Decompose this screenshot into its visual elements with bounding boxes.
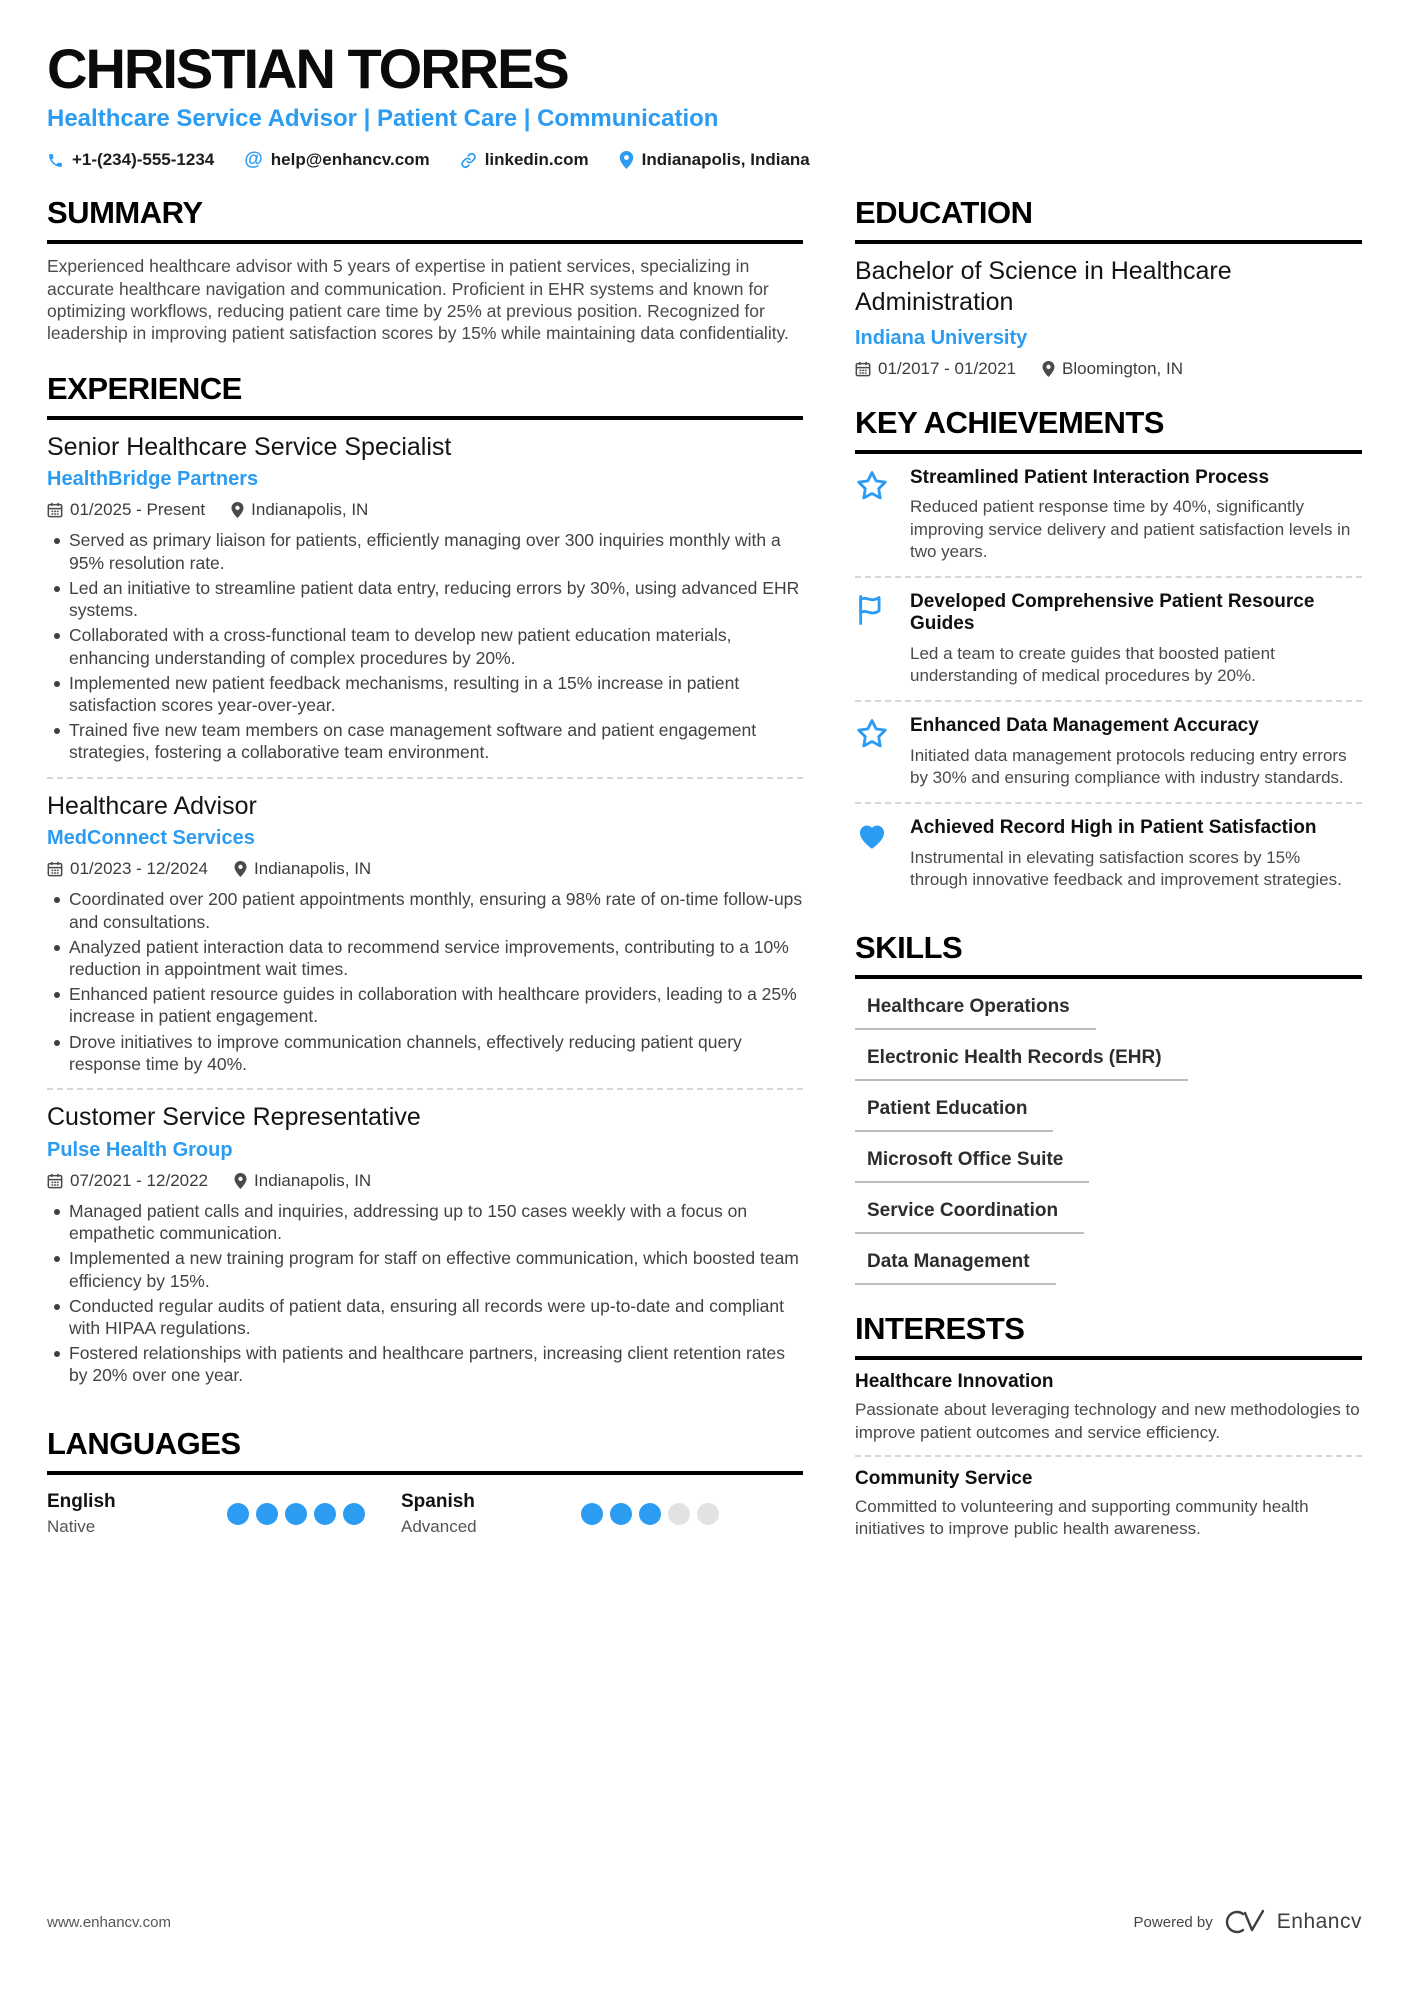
summary-text: Experienced healthcare advisor with 5 years of expertise in patient services, specializing in accurate healthcare navigation and communication. Proficient in EHR systems and known for optimizing workflows, reducing patient care time by 25% at previous position. Recognized for leadership in improving patient satisfaction scores by 15% while maintaining data confidentiality. [47,256,789,344]
star-icon [855,467,895,563]
interest-item [855,1457,1362,1551]
experience-heading: EXPERIENCE [47,371,803,420]
experience-section [47,371,803,1400]
job-bullet: Collaborated with a cross-functional team to develop new patient education materials, enhancing understanding of complex procedures by 20%. [47,624,803,668]
location-icon [619,151,634,169]
link-icon [460,152,477,169]
rating-dot-empty [668,1503,690,1525]
rating-dot-filled [227,1503,249,1525]
languages-heading: LANGUAGES [47,1426,803,1475]
achievement-desc: Instrumental in elevating satisfaction scores by 15% through innovative feedback and improvement strategies. [910,848,1342,890]
powered-by-label: Powered by [1133,1913,1213,1931]
job-title: Senior Healthcare Service Specialist [47,432,452,461]
site-link[interactable]: www.enhancv.com [47,1913,171,1931]
job-location-text: Indianapolis, IN [254,859,372,879]
interests-heading: INTERESTS [855,1311,1362,1360]
achievements-heading: KEY ACHIEVEMENTS [855,405,1362,454]
job-entry [47,420,803,777]
interest-desc: Committed to volunteering and supporting community health initiatives to improve public health awareness. [855,1496,1309,1538]
job-bullet: Led an initiative to streamline patient data entry, reducing errors by 30%, using advanced EHR systems. [47,577,803,621]
skill-item: Service Coordination [855,1200,1084,1234]
skills-section [855,930,1362,1285]
degree-title: Bachelor of Science in Healthcare Administration [855,257,1232,317]
interest-title: Healthcare Innovation [855,1371,1054,1393]
phone-text: +1-(234)-555-1234 [72,150,215,170]
interest-desc: Passionate about leveraging technology and new methodologies to improve patient outcomes and service efficiency. [855,1400,1360,1442]
skills-heading: SKILLS [855,930,1362,979]
job-company: MedConnect Services [47,827,255,850]
achievement-title: Developed Comprehensive Patient Resource Guides [910,590,1315,635]
language-rating-dots [581,1503,719,1525]
job-meta [47,859,803,879]
job-location [231,500,368,520]
achievement-item [855,804,1362,904]
job-company: Pulse Health Group [47,1138,233,1161]
brand-name: Enhancv [1276,1910,1362,1933]
calendar-icon [47,502,63,518]
email-icon: @ [244,149,263,171]
pin-icon [231,502,244,518]
language-level: Native [47,1516,96,1536]
job-dates-text: 01/2025 - Present [70,500,206,520]
job-bullet: Implemented a new training program for staff on effective communication, which boosted team efficiency by 15%. [47,1247,803,1291]
linkedin-text: linkedin.com [484,150,589,170]
powered-by[interactable] [1134,1907,1362,1937]
achievement-desc: Reduced patient response time by 40%, significantly improving service delivery and patient satisfaction levels in two years. [910,497,1351,561]
job-dates [47,1171,208,1191]
job-bullet: Managed patient calls and inquiries, addressing up to 150 cases weekly with a focus on empathetic communication. [47,1200,803,1244]
job-bullets [47,888,803,1075]
rating-dot-filled [285,1503,307,1525]
job-entry [47,1090,803,1400]
linkedin-link[interactable] [460,150,589,170]
summary-section [47,195,803,345]
resume-header [47,37,1362,171]
language-level: Advanced [401,1516,477,1536]
enhancv-logo-icon [1223,1907,1267,1937]
education-meta [855,359,1362,379]
education-location [1042,359,1183,379]
job-bullets [47,529,803,763]
job-title: Healthcare Advisor [47,791,257,820]
education-location-text: Bloomington, IN [1062,358,1183,378]
education-dates [855,359,1016,379]
education-heading: EDUCATION [855,195,1362,244]
rating-dot-empty [697,1503,719,1525]
phone-link[interactable] [47,150,214,170]
skill-item: Electronic Health Records (EHR) [855,1047,1188,1081]
job-company: HealthBridge Partners [47,468,259,491]
heart-icon [855,817,895,891]
rating-dot-filled [639,1503,661,1525]
job-dates-text: 07/2021 - 12/2022 [70,1170,209,1190]
left-column [47,195,803,1577]
job-bullets [47,1200,803,1387]
skill-item: Microsoft Office Suite [855,1149,1089,1183]
job-location-text: Indianapolis, IN [251,500,369,520]
rating-dot-filled [256,1503,278,1525]
languages-section [47,1426,803,1537]
interest-title: Community Service [855,1467,1033,1489]
achievements-section [855,405,1362,905]
job-meta [47,500,803,520]
interests-section [855,1311,1362,1550]
job-bullet: Trained five new team members on case management software and patient engagement strategies, fostering a collaborative team environment. [47,719,803,763]
job-bullet: Analyzed patient interaction data to recommend service improvements, contributing to a 10% reduction in appointment wait times. [47,936,803,980]
achievement-title: Achieved Record High in Patient Satisfaction [910,817,1317,839]
page-footer [47,1907,1362,1937]
job-location [234,1171,371,1191]
pin-icon [234,1173,247,1189]
rating-dot-filled [343,1503,365,1525]
language-rating-dots [227,1503,365,1525]
pin-icon [1042,361,1055,377]
job-bullet: Fostered relationships with patients and healthcare partners, increasing client retention rates by 20% over one year. [47,1342,803,1386]
achievement-item [855,454,1362,576]
calendar-icon [47,1173,63,1189]
pin-icon [234,861,247,877]
email-link[interactable] [244,149,429,171]
location-item [619,150,810,170]
achievement-desc: Initiated data management protocols reducing entry errors by 30% and ensuring compliance with industry standards. [910,746,1347,788]
education-section [855,195,1362,379]
skill-item: Patient Education [855,1098,1053,1132]
rating-dot-filled [581,1503,603,1525]
languages-row [47,1491,727,1537]
job-bullet: Conducted regular audits of patient data, ensuring all records were up-to-date and compliant with HIPAA regulations. [47,1295,803,1339]
job-entry [47,779,803,1089]
language-name: Spanish [401,1490,475,1512]
calendar-icon [855,361,871,377]
phone-icon [47,152,64,169]
summary-heading: SUMMARY [47,195,803,244]
job-bullet: Drove initiatives to improve communication channels, effectively reducing patient query response time by 40%. [47,1031,803,1075]
language-name: English [47,1490,116,1512]
interest-item [855,1360,1362,1454]
email-text: help@enhancv.com [270,150,430,170]
language-item [47,1491,365,1537]
calendar-icon [47,861,63,877]
job-title: Customer Service Representative [47,1103,421,1132]
flag-icon [855,591,895,688]
skill-item: Healthcare Operations [855,996,1096,1030]
language-item [401,1491,719,1537]
headline: Healthcare Service Advisor | Patient Care | Communication [47,105,719,133]
achievement-title: Enhanced Data Management Accuracy [910,715,1259,737]
person-name: CHRISTIAN TORRES [47,37,568,100]
job-bullet: Served as primary liaison for patients, efficiently managing over 300 inquiries monthly with a 95% resolution rate. [47,529,803,573]
rating-dot-filled [610,1503,632,1525]
achievement-desc: Led a team to create guides that boosted patient understanding of medical procedures by 20%. [910,644,1275,686]
school-name: Indiana University [855,326,1028,349]
location-text: Indianapolis, Indiana [641,150,810,170]
job-dates [47,859,208,879]
achievement-title: Streamlined Patient Interaction Process [910,466,1270,488]
rating-dot-filled [314,1503,336,1525]
star-icon [855,715,895,789]
job-bullet: Implemented new patient feedback mechanisms, resulting in a 15% increase in patient satisfaction scores year-over-year. [47,672,803,716]
achievement-item [855,702,1362,802]
contact-row [47,149,1362,171]
job-location [234,859,371,879]
job-bullet: Enhanced patient resource guides in collaboration with healthcare providers, leading to a 25% increase in patient engagement. [47,983,803,1027]
achievement-item [855,578,1362,701]
job-meta [47,1171,803,1191]
skill-item: Data Management [855,1251,1056,1285]
job-dates-text: 01/2023 - 12/2024 [70,859,209,879]
job-bullet: Coordinated over 200 patient appointments monthly, ensuring a 98% rate of on-time follow-ups and consultations. [47,888,803,932]
right-column [855,195,1362,1577]
job-location-text: Indianapolis, IN [254,1170,372,1190]
education-dates-text: 01/2017 - 01/2021 [878,358,1017,378]
job-dates [47,500,205,520]
